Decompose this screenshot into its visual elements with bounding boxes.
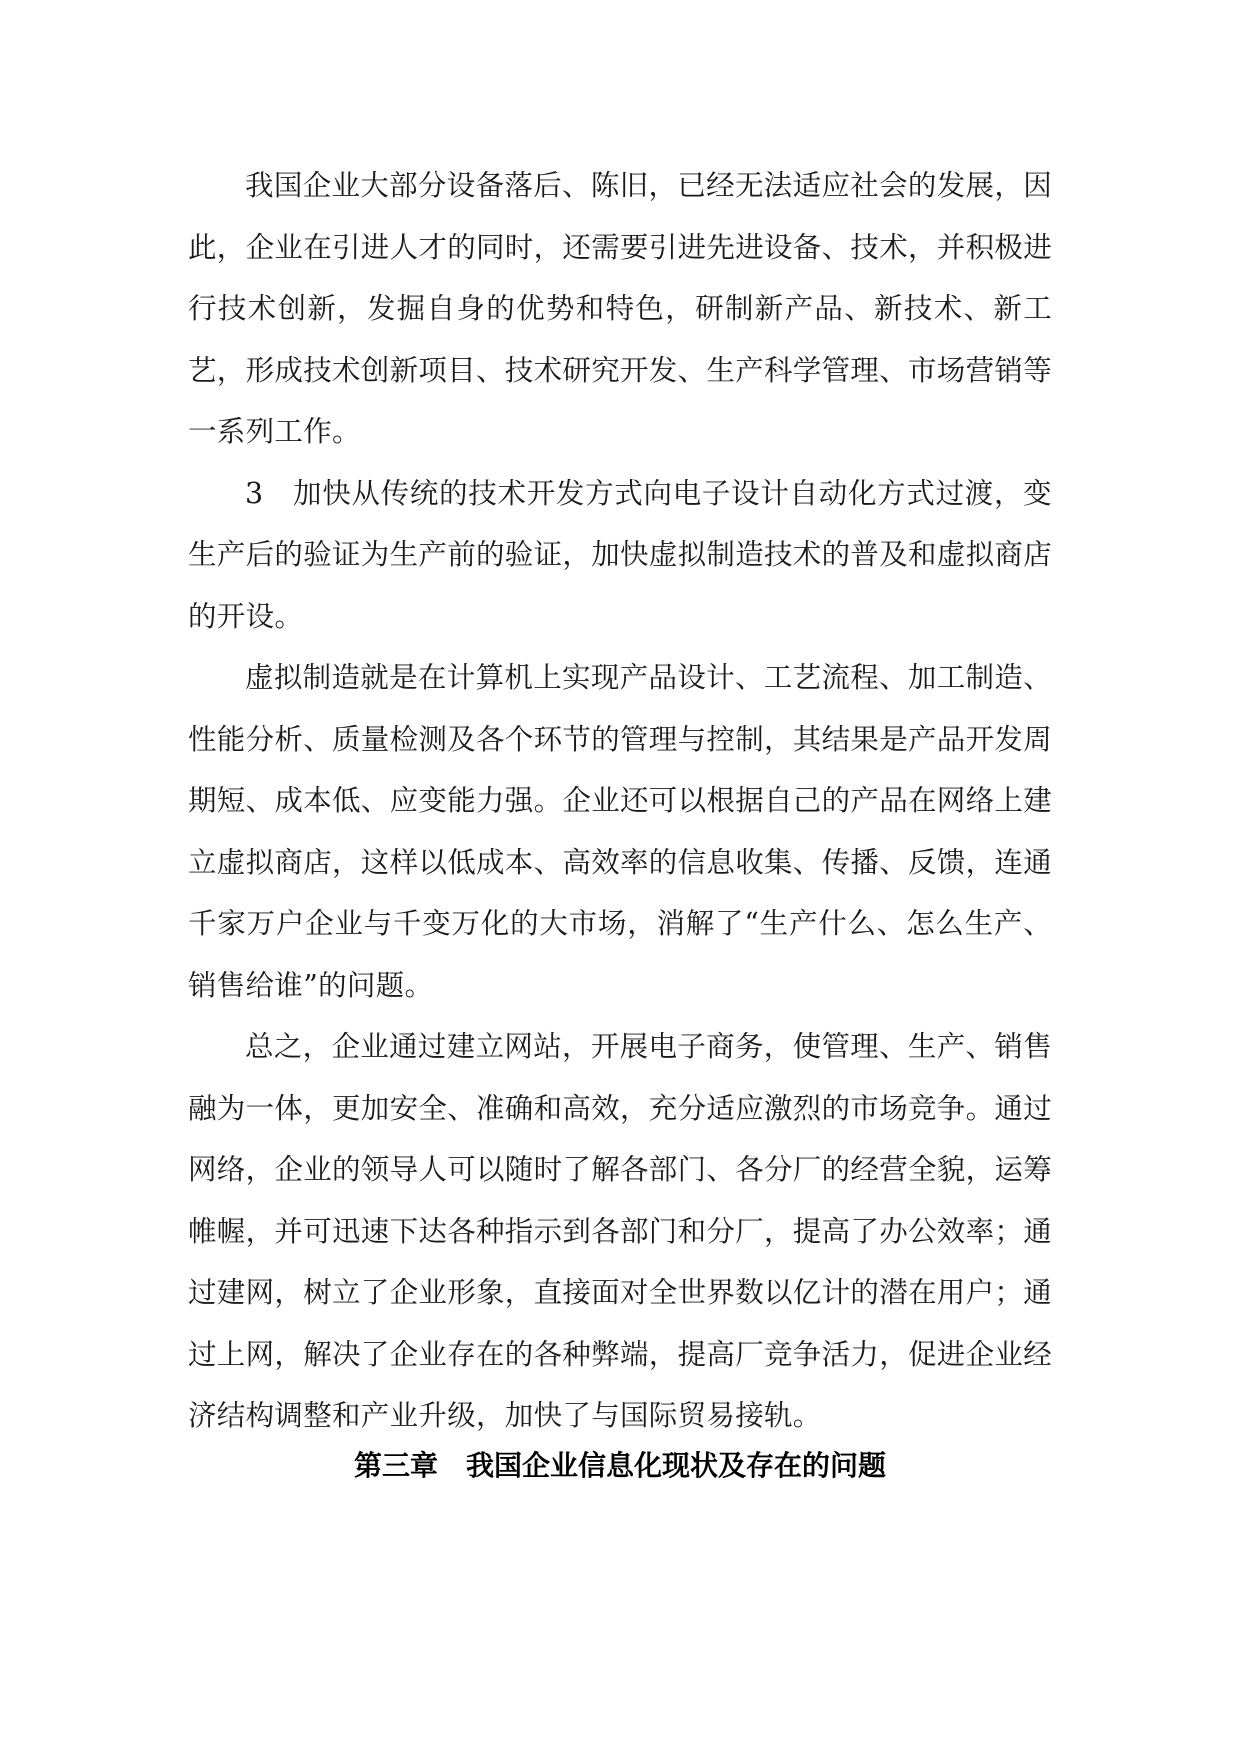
chapter-heading: 第三章 我国企业信息化现状及存在的问题 xyxy=(353,1449,886,1482)
paragraph: 我国企业大部分设备落后、陈旧，已经无法适应社会的发展，因此，企业在引进人才的同时，还需要引进先进设备、技术，并积极进行技术创新，发掘自身的优势和特色，研制新产品、新技术、新工艺，形成技术创新项目、技术研究开发、生产科学管理、市场营销等一系列工作。 xyxy=(188,169,1053,448)
paragraph: 虚拟制造就是在计算机上实现产品设计、工艺流程、加工制造、性能分析、质量检测及各个环节的管理与控制，其结果是产品开发周期短、成本低、应变能力强。企业还可以根据自己的产品在网络上建立虚拟商店，这样以低成本、高效率的信息收集、传播、反馈，连通千家万户企业与千变万化的大市场，消解了“生产什么、怎么生产、销售给谁”的问题。 xyxy=(188,661,1053,1002)
paragraph: 总之，企业通过建立网站，开展电子商务，使管理、生产、销售融为一体，更加安全、准确和高效，充分适应激烈的市场竞争。通过网络，企业的领导人可以随时了解各部门、各分厂的经营全貌，运筹帷幄，并可迅速下达各种指示到各部门和分厂，提高了办公效率；通过建网，树立了企业形象，直接面对全世界数以亿计的潜在用户；通过上网，解决了企业存在的各种弊端，提高厂竞争活力，促进企业经济结构调整和产业升级，加快了与国际贸易接轨。 xyxy=(188,1030,1053,1432)
paragraph: 3 加快从传统的技术开发方式向电子设计自动化方式过渡，变生产后的验证为生产前的验证，加快虚拟制造技术的普及和虚拟商店的开设。 xyxy=(188,476,1053,633)
document-body xyxy=(188,155,1052,1447)
